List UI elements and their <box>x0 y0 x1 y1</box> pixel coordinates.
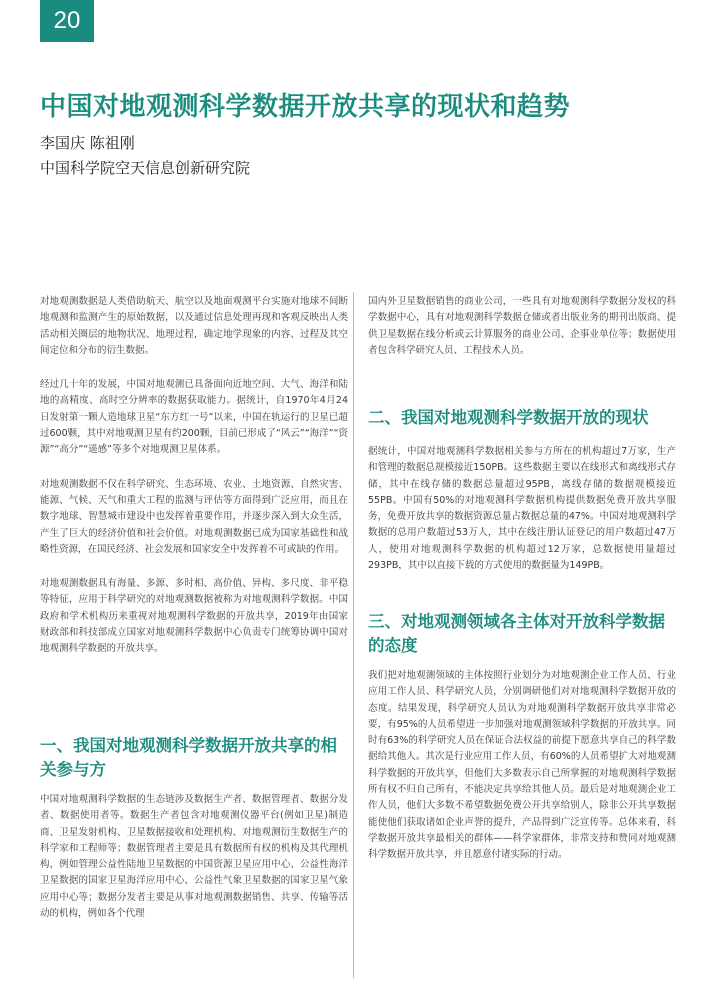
section-1-heading: 一、我国对地观测科学数据开放共享的相关参与方 <box>40 736 337 779</box>
left-column <box>40 294 348 676</box>
section-3-heading: 三、对地观测领域各主体对开放科学数据的态度 <box>368 612 665 655</box>
page-number: 20 <box>40 0 94 42</box>
intro-paragraph-3: 对地观测数据不仅在科学研究、生态环境、农业、土地资源、自然灾害、能源、气候、天气和重大工程的监测与评估等方面得到广泛应用，而且在数字地球、智慧城市建设中也发挥着重要作用，并逐步深入到大众生活，产生了巨大的经济价值和社会价值。对地观测数据已成为国家基础性和战略性资源，在国民经济、社会发展和国家安全中发挥着不可或缺的作用。 <box>40 478 348 555</box>
right-column-continuation <box>368 294 676 377</box>
continuation-paragraph: 国内外卫星数据销售的商业公司，一些具有对地观测科学数据分发权的科学数据中心，具有对地观测科学数据仓储或者出版业务的期刊出版商、提供卫星数据在线分析或云计算服务的商业公司、企事业单位等；数据使用者包含科学研究人员、工程技术人员。 <box>368 296 676 356</box>
intro-paragraph-1: 对地观测数据是人类借助航天、航空以及地面观测平台实施对地球不间断地观测和监测产生的原始数据，以及通过信息处理再现和客观反映出人类活动相关圈层的地物状况、地理过程，确定地学现象的内容、过程及其空间定位和分布的衍生数据。 <box>40 296 348 356</box>
section-3-body <box>368 668 676 882</box>
section-2-body <box>368 444 676 592</box>
section-2-heading: 二、我国对地观测科学数据开放的现状 <box>368 408 649 427</box>
author-institution: 中国科学院空天信息创新研究院 <box>40 159 251 177</box>
article-title: 中国对地观测科学数据开放共享的现状和趋势 <box>40 92 571 122</box>
intro-paragraph-4: 对地观测数据具有海量、多源、多时相、高价值、异构、多尺度、非平稳等特征，应用于科学研究的对地观测数据被称为对地观测科学数据。中国政府和学术机构历来重视对地观测科学数据的开放共享，2019年由国家财政部和科技部成立国家对地观测科学数据中心负责专门统筹协调中国对地观测科学数据的开放共享。 <box>40 578 348 655</box>
column-divider <box>353 292 354 978</box>
section-3-paragraph: 我们把对地观测领域的主体按照行业划分为对地观测企业工作人员、行业应用工作人员、科学研究人员，分别调研他们对对地观测科学数据开放的态度。结果发现，科学研究人员认为对地观测科学数据开放共享非常必要，有95%的人员希望进一步加强对地观测领域科学数据的开放共享。同时有63%的科学研究人员在保证合法权益的前提下愿意共享自己的科学数据给其他人。其次是行业应用工作人员，有60%的人员希望扩大对地观测科学数据的开放共享，但他们大多数表示自己所掌握的对地观测科学数据所有权不归自己所有，不能决定共享给其他人员。最后是对地观测企业工作人员，他们大多数不希望数据免费公开共享给别人，除非公开共享数据能使他们获取诸如企业声誉的提升，产品得到广泛宣传等。总体来看，科学数据开放共享最相关的群体——科学家群体，非常支持和赞同对地观测科学数据开放共享，并且愿意付诸实际的行动。 <box>368 670 676 861</box>
article-authors: 李国庆 陈祖刚 <box>40 134 135 152</box>
intro-paragraph-2: 经过几十年的发展，中国对地观测已具备面向近地空间、大气、海洋和陆地的高精度、高时空分辨率的数据获取能力。据统计，自1970年4月24日发射第一颗人造地球卫星“东方红一号”以来，中国在轨运行的卫星已超过600颗，其中对地观测卫星有约200颗，目前已形成了“风云”“海洋”“资源”“高分”“遥感”等多个对地观测卫星体系。 <box>40 379 348 456</box>
section-1-body <box>40 792 348 940</box>
section-1-paragraph: 中国对地观测科学数据的生态链涉及数据生产者、数据管理者、数据分发者、数据使用者等。数据生产者包含对地观测仪器平台(例如卫星)制造商、卫星发射机构、卫星数据接收和处理机构、对地观测衍生数据生产的科学家和工程师等；数据管理者主要是具有数据所有权的机构及其代理机构，例如管理公益性陆地卫星数据的中国资源卫星应用中心、公益性海洋卫星数据的国家卫星海洋应用中心、公益性气象卫星数据的国家卫星气象应用中心等；数据分发者主要是从事对地观测数据销售、共享、传输等活动的机构，例如各个代理 <box>40 794 348 920</box>
section-2-paragraph: 据统计，中国对地观测科学数据相关参与方所在的机构超过7万家，生产和管理的数据总规模接近150PB。这些数据主要以在线形式和离线形式存储，其中在线存储的数据总量超过95PB，离线存储的数据规模接近55PB。中国有50%的对地观测科学数据机构提供数据免费开放共享服务，免费开放共享的数据资源总量占数据总量的47%。中国对地观测科学数据的总用户数超过53万人，其中在线注册认证登记的用户数超过47万人，使用对地观测科学数据的机构超过12万家，总数据使用量超过293PB，其中以直接下载的方式使用的数据量为149PB。 <box>368 446 676 572</box>
